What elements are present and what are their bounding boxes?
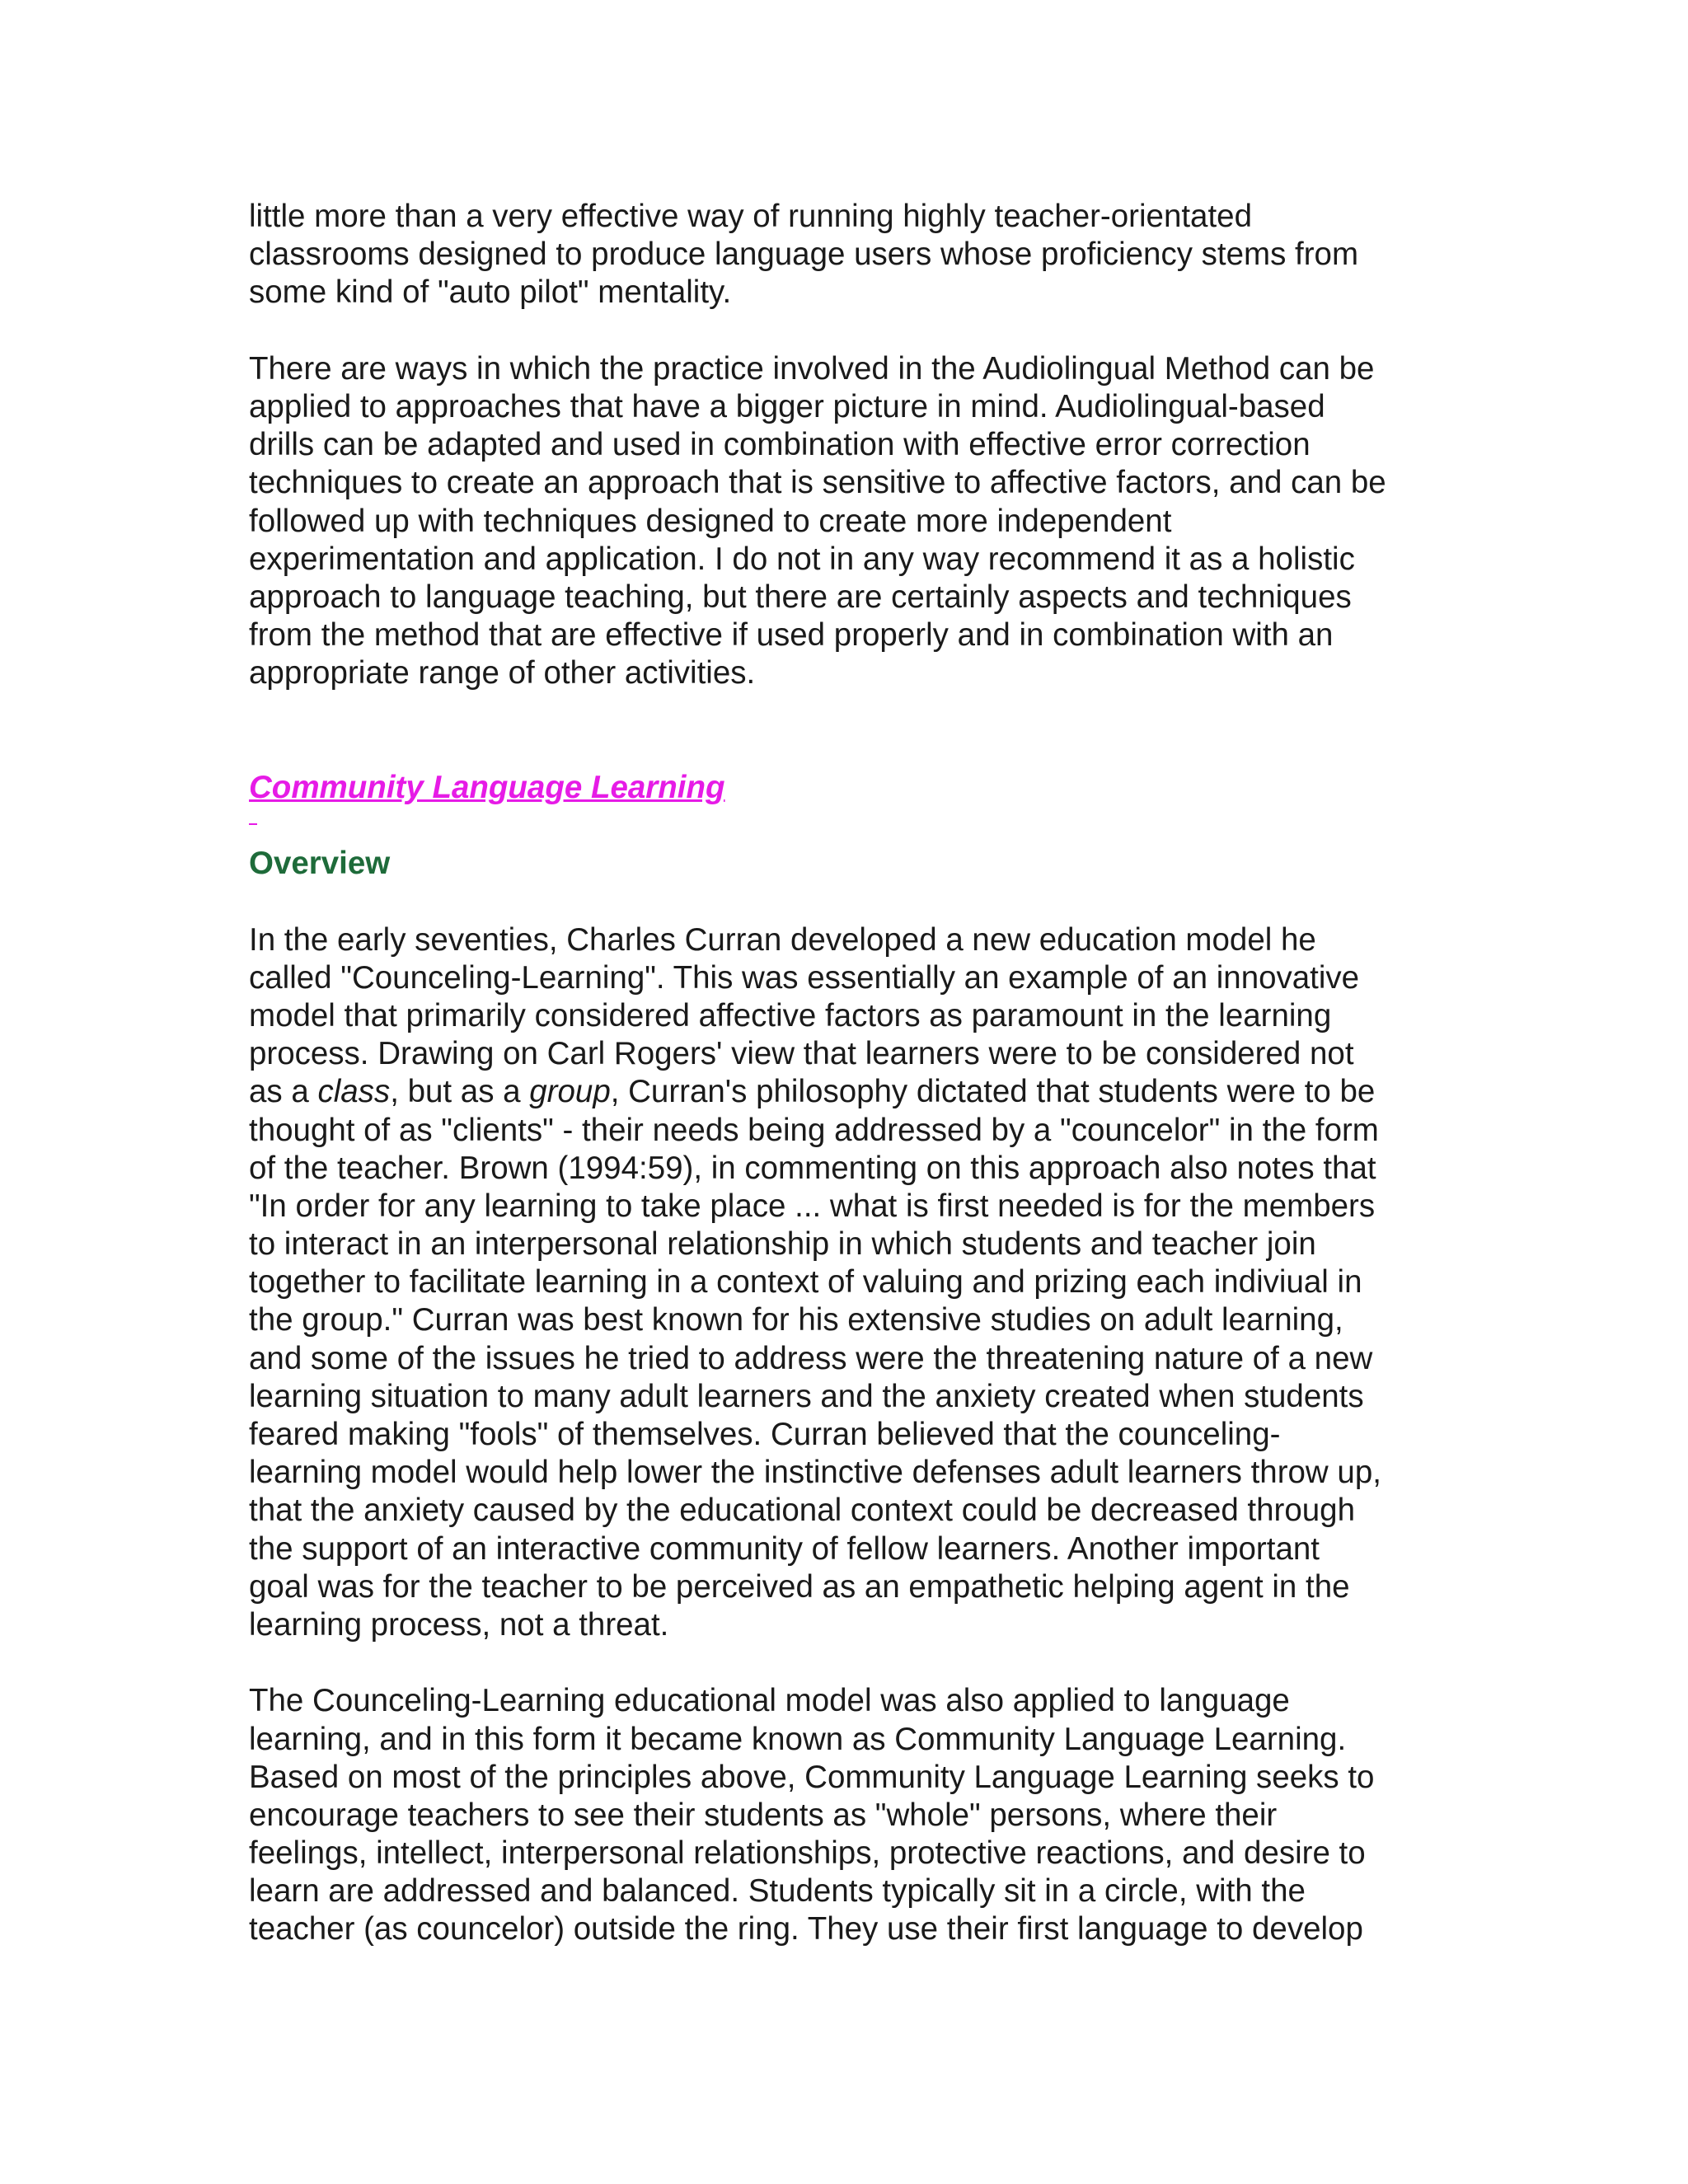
- text-line: called "Counceling-Learning". This was essentially an example of an innovative: [249, 959, 1360, 996]
- paragraph-audiolingual-intro: [249, 198, 1452, 312]
- text-line: There are ways in which the practice involved in the Audiolingual Method can be: [249, 350, 1375, 387]
- text-line: In the early seventies, Charles Curran developed a new education model he: [249, 921, 1316, 958]
- text-line: learn are addressed and balanced. Students typically sit in a circle, with the: [249, 1873, 1306, 1910]
- text-line: learning model would help lower the instinctive defenses adult learners throw up,: [249, 1455, 1381, 1491]
- text-segment: , but as a: [390, 1074, 530, 1110]
- text-line: experimentation and application. I do not in any way recommend it as a holistic: [249, 541, 1355, 577]
- text-line: approach to language teaching, but there are certainly aspects and techniques: [249, 579, 1352, 615]
- text-segment: , Curran's philosophy dictated that students were to be: [610, 1074, 1376, 1110]
- text-line: together to facilitate learning in a context of valuing and prizing each indiviual in: [249, 1264, 1362, 1301]
- text-line: the group." Curran was best known for his extensive studies on adult learning,: [249, 1302, 1343, 1338]
- text-line: teacher (as councelor) outside the ring. They use their first language to develop: [249, 1911, 1363, 1947]
- underline-mark: [249, 807, 1452, 845]
- text-line: applied to approaches that have a bigger picture in mind. Audiolingual-based: [249, 388, 1325, 424]
- text-line: goal was for the teacher to be perceived as an empathetic helping agent in the: [249, 1568, 1350, 1605]
- text-line: process. Drawing on Carl Rogers' view that learners were to be considered not: [249, 1036, 1354, 1072]
- text-line: appropriate range of other activities.: [249, 655, 756, 691]
- text-line: to interact in an interpersonal relationship in which students and teacher join: [249, 1226, 1316, 1263]
- text-line: followed up with techniques designed to create more independent: [249, 503, 1172, 539]
- paragraph-community-language-learning: [249, 1682, 1452, 1948]
- text-line: that the anxiety caused by the educational context could be decreased through: [249, 1493, 1356, 1529]
- paragraph-audiolingual-practice: [249, 350, 1452, 693]
- text-line: feared making "fools" of themselves. Curran believed that the counceling-: [249, 1417, 1281, 1452]
- text-line: "In order for any learning to take place ... what is first needed is for the members: [249, 1188, 1376, 1224]
- text-line: Based on most of the principles above, Community Language Learning seeks to: [249, 1759, 1375, 1795]
- text-line-mixed: [249, 1073, 1452, 1111]
- text-line: from the method that are effective if used properly and in combination with an: [249, 617, 1334, 654]
- text-line: classrooms designed to produce language users whose proficiency stems from: [249, 237, 1359, 273]
- text-line: and some of the issues he tried to address were the threatening nature of a new: [249, 1340, 1373, 1376]
- text-line: some kind of "auto pilot" mentality.: [249, 274, 732, 311]
- subheading-overview: Overview: [249, 846, 391, 882]
- paragraph-curran-overview: [249, 921, 1452, 1645]
- section-title-community-language-learning[interactable]: Community Language Learning: [249, 769, 725, 805]
- document-page: [249, 198, 1452, 1949]
- text-line: model that primarily considered affective factors as paramount in the learning: [249, 997, 1332, 1033]
- text-line: drills can be adapted and used in combination with effective error correction: [249, 427, 1311, 463]
- italic-word-group: group: [529, 1074, 611, 1110]
- text-line: techniques to create an approach that is sensitive to affective factors, and can be: [249, 465, 1386, 501]
- text-line: little more than a very effective way of running highly teacher-orientated: [249, 199, 1252, 234]
- text-line: learning, and in this form it became known as Community Language Learning.: [249, 1721, 1347, 1757]
- text-line: the support of an interactive community of fellow learners. Another important: [249, 1530, 1320, 1567]
- text-line: of the teacher. Brown (1994:59), in commenting on this approach also notes that: [249, 1150, 1376, 1186]
- text-line: The Counceling-Learning educational model was also applied to language: [249, 1683, 1290, 1719]
- text-line: feelings, intellect, interpersonal relationships, protective reactions, and desire to: [249, 1835, 1366, 1872]
- text-line: encourage teachers to see their students as "whole" persons, where their: [249, 1797, 1278, 1833]
- text-line: learning situation to many adult learners and the anxiety created when students: [249, 1378, 1364, 1414]
- text-line: thought of as "clients" - their needs being addressed by a "councelor" in the form: [249, 1112, 1379, 1148]
- text-segment: as a: [249, 1074, 318, 1110]
- italic-word-class: class: [317, 1074, 391, 1110]
- text-line: learning process, not a threat.: [249, 1606, 669, 1643]
